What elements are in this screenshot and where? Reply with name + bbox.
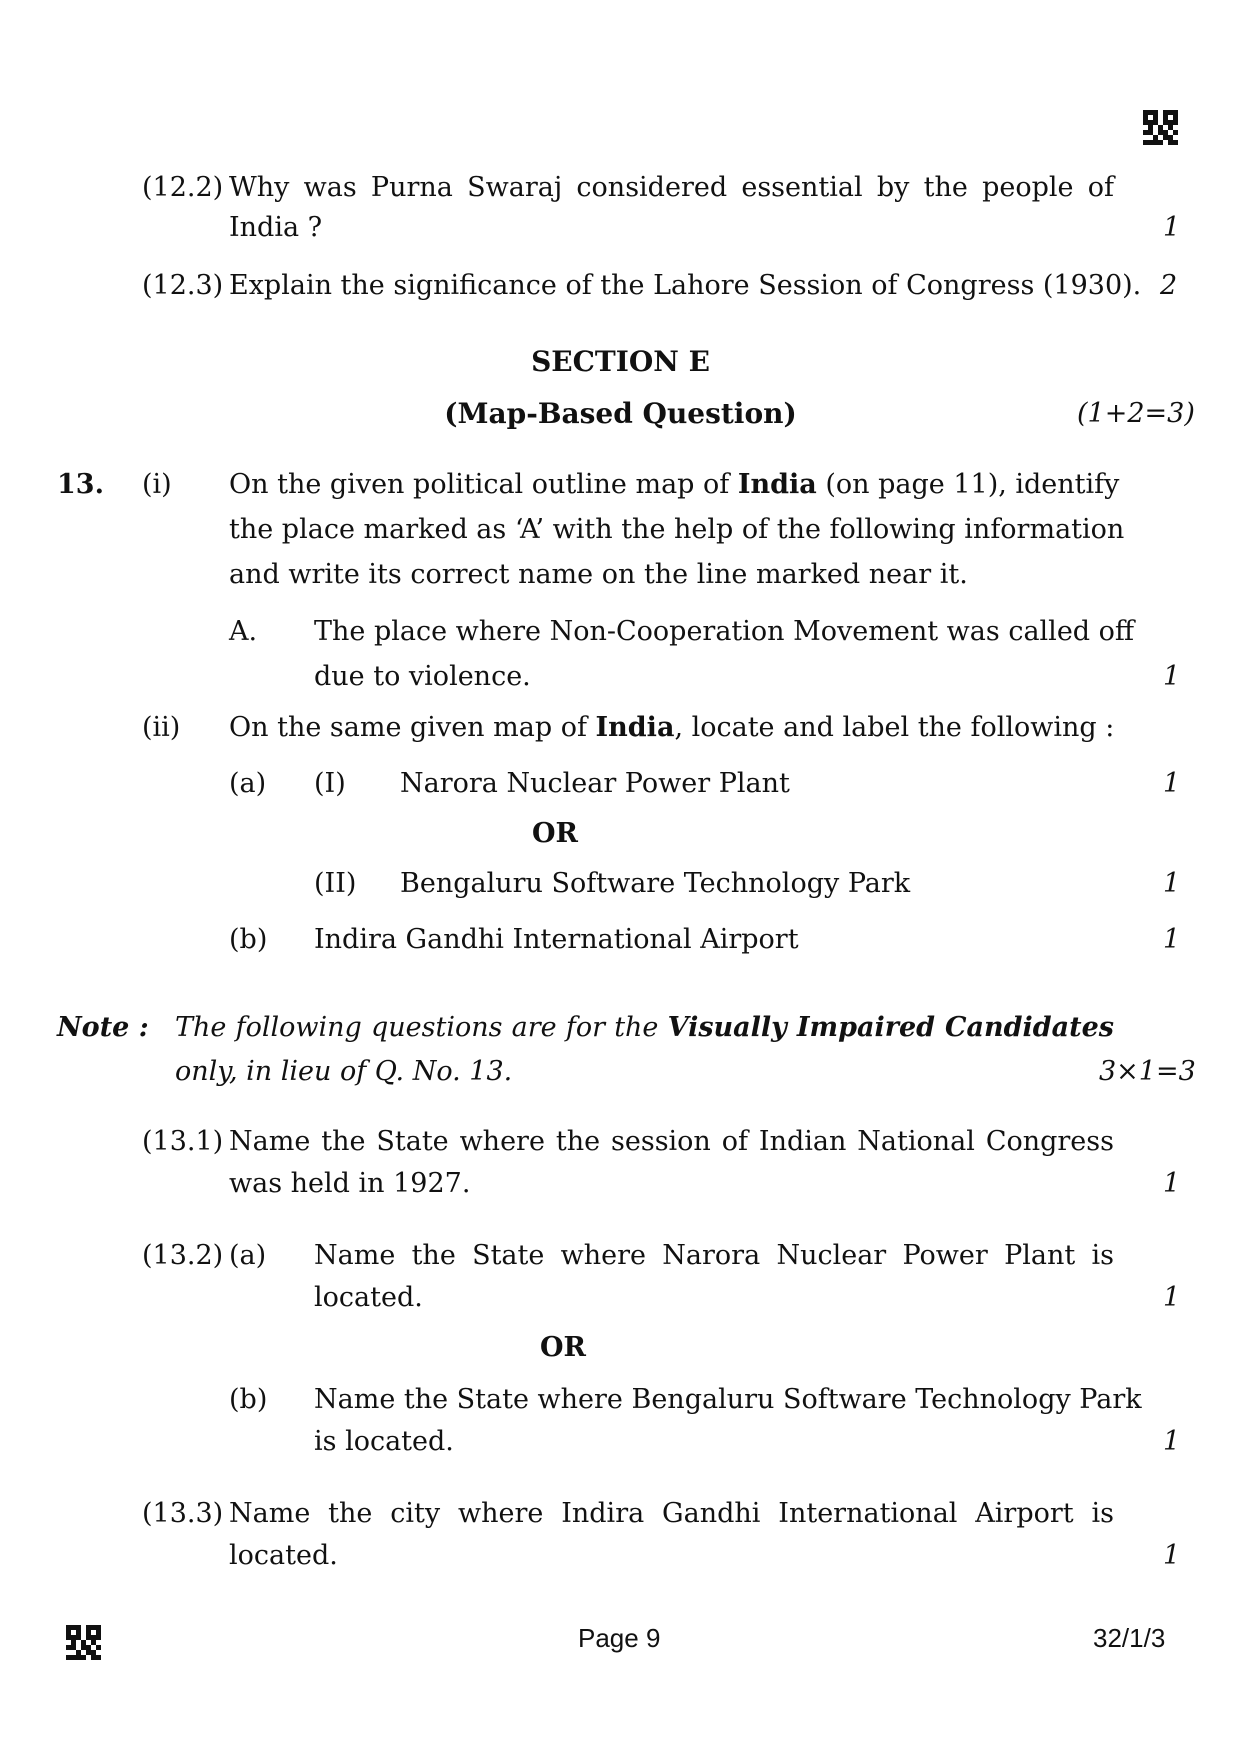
question-text: On the same given map of India, locate and label the following : xyxy=(229,712,1115,743)
question-text: On the given political outline map of India (on page 11), identify xyxy=(229,469,1120,500)
item-label: (I) xyxy=(314,768,346,799)
question-text: Name the State where the session of Indian National Congress xyxy=(229,1126,1114,1157)
sub-question-label: (ii) xyxy=(142,712,181,743)
item-label: (b) xyxy=(229,1384,268,1415)
question-number: (12.3) xyxy=(142,270,224,301)
item-text: Name the State where Narora Nuclear Power Plant is xyxy=(314,1240,1114,1271)
item-text: Name the State where Bengaluru Software Technology Park xyxy=(314,1384,1142,1415)
item-text: Bengaluru Software Technology Park xyxy=(400,868,911,899)
question-number: (13.2) xyxy=(142,1240,224,1271)
note-text: only, in lieu of Q. No. 13. xyxy=(175,1056,513,1087)
question-text: and write its correct name on the line marked near it. xyxy=(229,559,968,590)
marks: 1 xyxy=(1163,1426,1181,1457)
item-text: Indira Gandhi International Airport xyxy=(314,924,799,955)
or-label: OR xyxy=(532,818,578,849)
item-text: due to violence. xyxy=(314,661,531,692)
item-text: located. xyxy=(314,1282,423,1313)
section-subtitle: (Map-Based Question) xyxy=(444,397,797,430)
marks: 1 xyxy=(1163,1540,1181,1571)
marks: 3×1=3 xyxy=(1099,1056,1196,1087)
item-text: Narora Nuclear Power Plant xyxy=(400,768,790,799)
sub-question-label: (i) xyxy=(142,469,172,500)
question-text: Explain the significance of the Lahore Session of Congress (1930). xyxy=(229,270,1142,301)
marks: 1 xyxy=(1163,924,1181,955)
note-label: Note : xyxy=(57,1012,149,1043)
section-title: SECTION E xyxy=(531,345,710,378)
note-text: The following questions are for the Visually Impaired Candidates xyxy=(175,1012,1114,1043)
page-number: Page 9 xyxy=(578,1623,661,1653)
marks: 1 xyxy=(1163,212,1181,243)
item-text: is located. xyxy=(314,1426,454,1457)
section-marks: (1+2=3) xyxy=(1077,398,1195,429)
question-number: (12.2) xyxy=(142,172,224,203)
paper-code: 32/1/3 xyxy=(1093,1623,1166,1653)
or-label: OR xyxy=(540,1332,586,1363)
question-number: 13. xyxy=(57,469,104,500)
question-text: India ? xyxy=(229,212,323,243)
marks: 1 xyxy=(1163,768,1181,799)
marks: 1 xyxy=(1163,661,1181,692)
question-number: (13.1) xyxy=(142,1126,224,1157)
marks: 1 xyxy=(1163,1282,1181,1313)
question-text: located. xyxy=(229,1540,338,1571)
item-text: The place where Non-Cooperation Movement was called off xyxy=(314,616,1135,647)
item-label: A. xyxy=(229,616,258,647)
marks: 1 xyxy=(1163,1168,1181,1199)
item-label: (a) xyxy=(229,1240,267,1271)
item-label: (II) xyxy=(314,868,357,899)
item-label: (a) xyxy=(229,768,267,799)
qr-code-icon xyxy=(1143,110,1178,145)
marks: 1 xyxy=(1163,868,1181,899)
marks: 2 xyxy=(1160,270,1178,301)
question-text: Name the city where Indira Gandhi International Airport is xyxy=(229,1498,1114,1529)
question-text: Why was Purna Swaraj considered essential by the people of xyxy=(229,172,1114,203)
question-text: was held in 1927. xyxy=(229,1168,471,1199)
question-number: (13.3) xyxy=(142,1498,224,1529)
qr-code-icon xyxy=(66,1625,101,1660)
question-text: the place marked as ‘A’ with the help of the following information xyxy=(229,514,1125,545)
item-label: (b) xyxy=(229,924,268,955)
